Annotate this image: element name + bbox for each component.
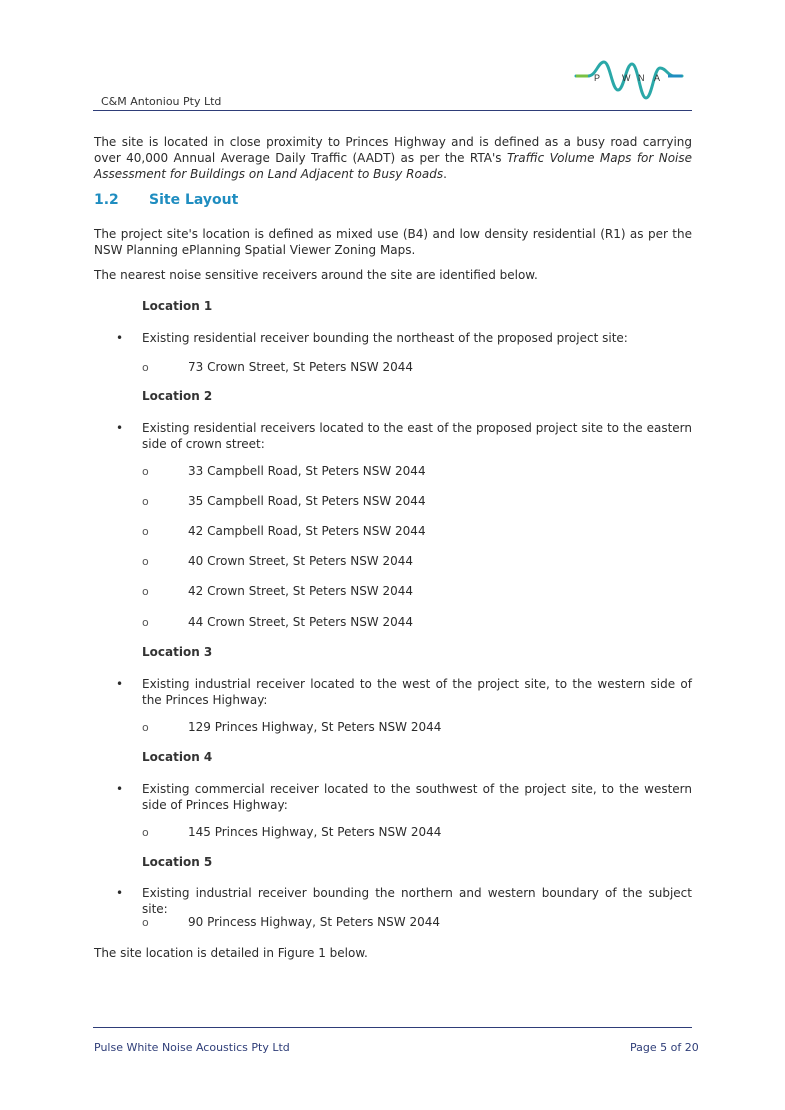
location-3-description: Existing industrial receiver located to the west of the project site, to the western side of the Princes Highway: [142,677,692,707]
receivers-intro: The nearest noise sensitive receivers around the site are identified below. [94,268,538,282]
location-2-address-1: 33 Campbell Road, St Peters NSW 2044 [188,464,426,478]
sub-bullet-icon: o [142,361,149,374]
section-number: 1.2 [94,192,119,208]
location-5-address-1: 90 Princess Highway, St Peters NSW 2044 [188,915,440,929]
logo-letter: P [594,73,601,83]
intro-paragraph [94,134,692,182]
bullet-icon: • [116,782,124,796]
closing-paragraph: The site location is detailed in Figure 1 below. [94,946,368,960]
footer-rule [93,1027,692,1028]
footer-company: Pulse White Noise Acoustics Pty Ltd [94,1041,290,1054]
zoning-paragraph: The project site's location is defined as mixed use (B4) and low density residential (R1) as per the NSW Planning ePlanning Spatial Viewer Zoning Maps. [94,227,692,257]
location-2-label: Location 2 [142,389,213,403]
pwna-logo [574,54,684,104]
bullet-icon: • [116,677,124,691]
sub-bullet-icon: o [142,721,149,734]
header-client-name: C&M Antoniou Pty Ltd [101,95,222,108]
intro-text: The site is located in close proximity to Princes Highway and is defined as a busy road carrying over 40,000 Annual Average Daily Traffic (AADT) as per the RTA's [94,135,692,165]
sub-bullet-icon: o [142,585,149,598]
location-1-address-1: 73 Crown Street, St Peters NSW 2044 [188,360,414,374]
location-2-address-5: 42 Crown Street, St Peters NSW 2044 [188,584,414,598]
location-3-label: Location 3 [142,645,213,659]
location-5-description: Existing industrial receiver bounding the northern and western boundary of the subject site: [142,886,692,916]
sub-bullet-icon: o [142,495,149,508]
header-rule [93,110,692,111]
bullet-icon: • [116,331,124,345]
bullet-icon: • [116,886,124,900]
location-1-label: Location 1 [142,299,213,313]
location-2-address-6: 44 Crown Street, St Peters NSW 2044 [188,615,414,629]
location-2-address-4: 40 Crown Street, St Peters NSW 2044 [188,554,414,568]
sub-bullet-icon: o [142,826,149,839]
location-1-description: Existing residential receiver bounding the northeast of the proposed project site: [142,331,628,345]
location-3-address-1: 129 Princes Highway, St Peters NSW 2044 [188,720,442,734]
location-4-address-1: 145 Princes Highway, St Peters NSW 2044 [188,825,442,839]
location-4-label: Location 4 [142,750,213,764]
section-heading [94,192,238,208]
location-5-label: Location 5 [142,855,213,869]
location-4-description: Existing commercial receiver located to the southwest of the project site, to the western side of Princes Highway: [142,782,692,812]
intro-italic-reference: Traffic Volume Maps for Noise Assessment for Buildings on Land Adjacent to Busy Roads [94,151,692,181]
sub-bullet-icon: o [142,916,149,929]
sub-bullet-icon: o [142,465,149,478]
location-2-address-3: 42 Campbell Road, St Peters NSW 2044 [188,524,426,538]
sub-bullet-icon: o [142,616,149,629]
logo-letter: W [622,73,631,83]
logo-letter: A [654,73,661,83]
sub-bullet-icon: o [142,525,149,538]
logo-letter: N [638,73,645,83]
location-2-description: Existing residential receivers located to the east of the proposed project site to the eastern side of crown street: [142,421,692,451]
footer-page-number: Page 5 of 20 [630,1041,699,1054]
location-2-address-2: 35 Campbell Road, St Peters NSW 2044 [188,494,426,508]
intro-end: . [443,167,447,181]
sub-bullet-icon: o [142,555,149,568]
section-title: Site Layout [149,192,239,208]
bullet-icon: • [116,421,124,435]
